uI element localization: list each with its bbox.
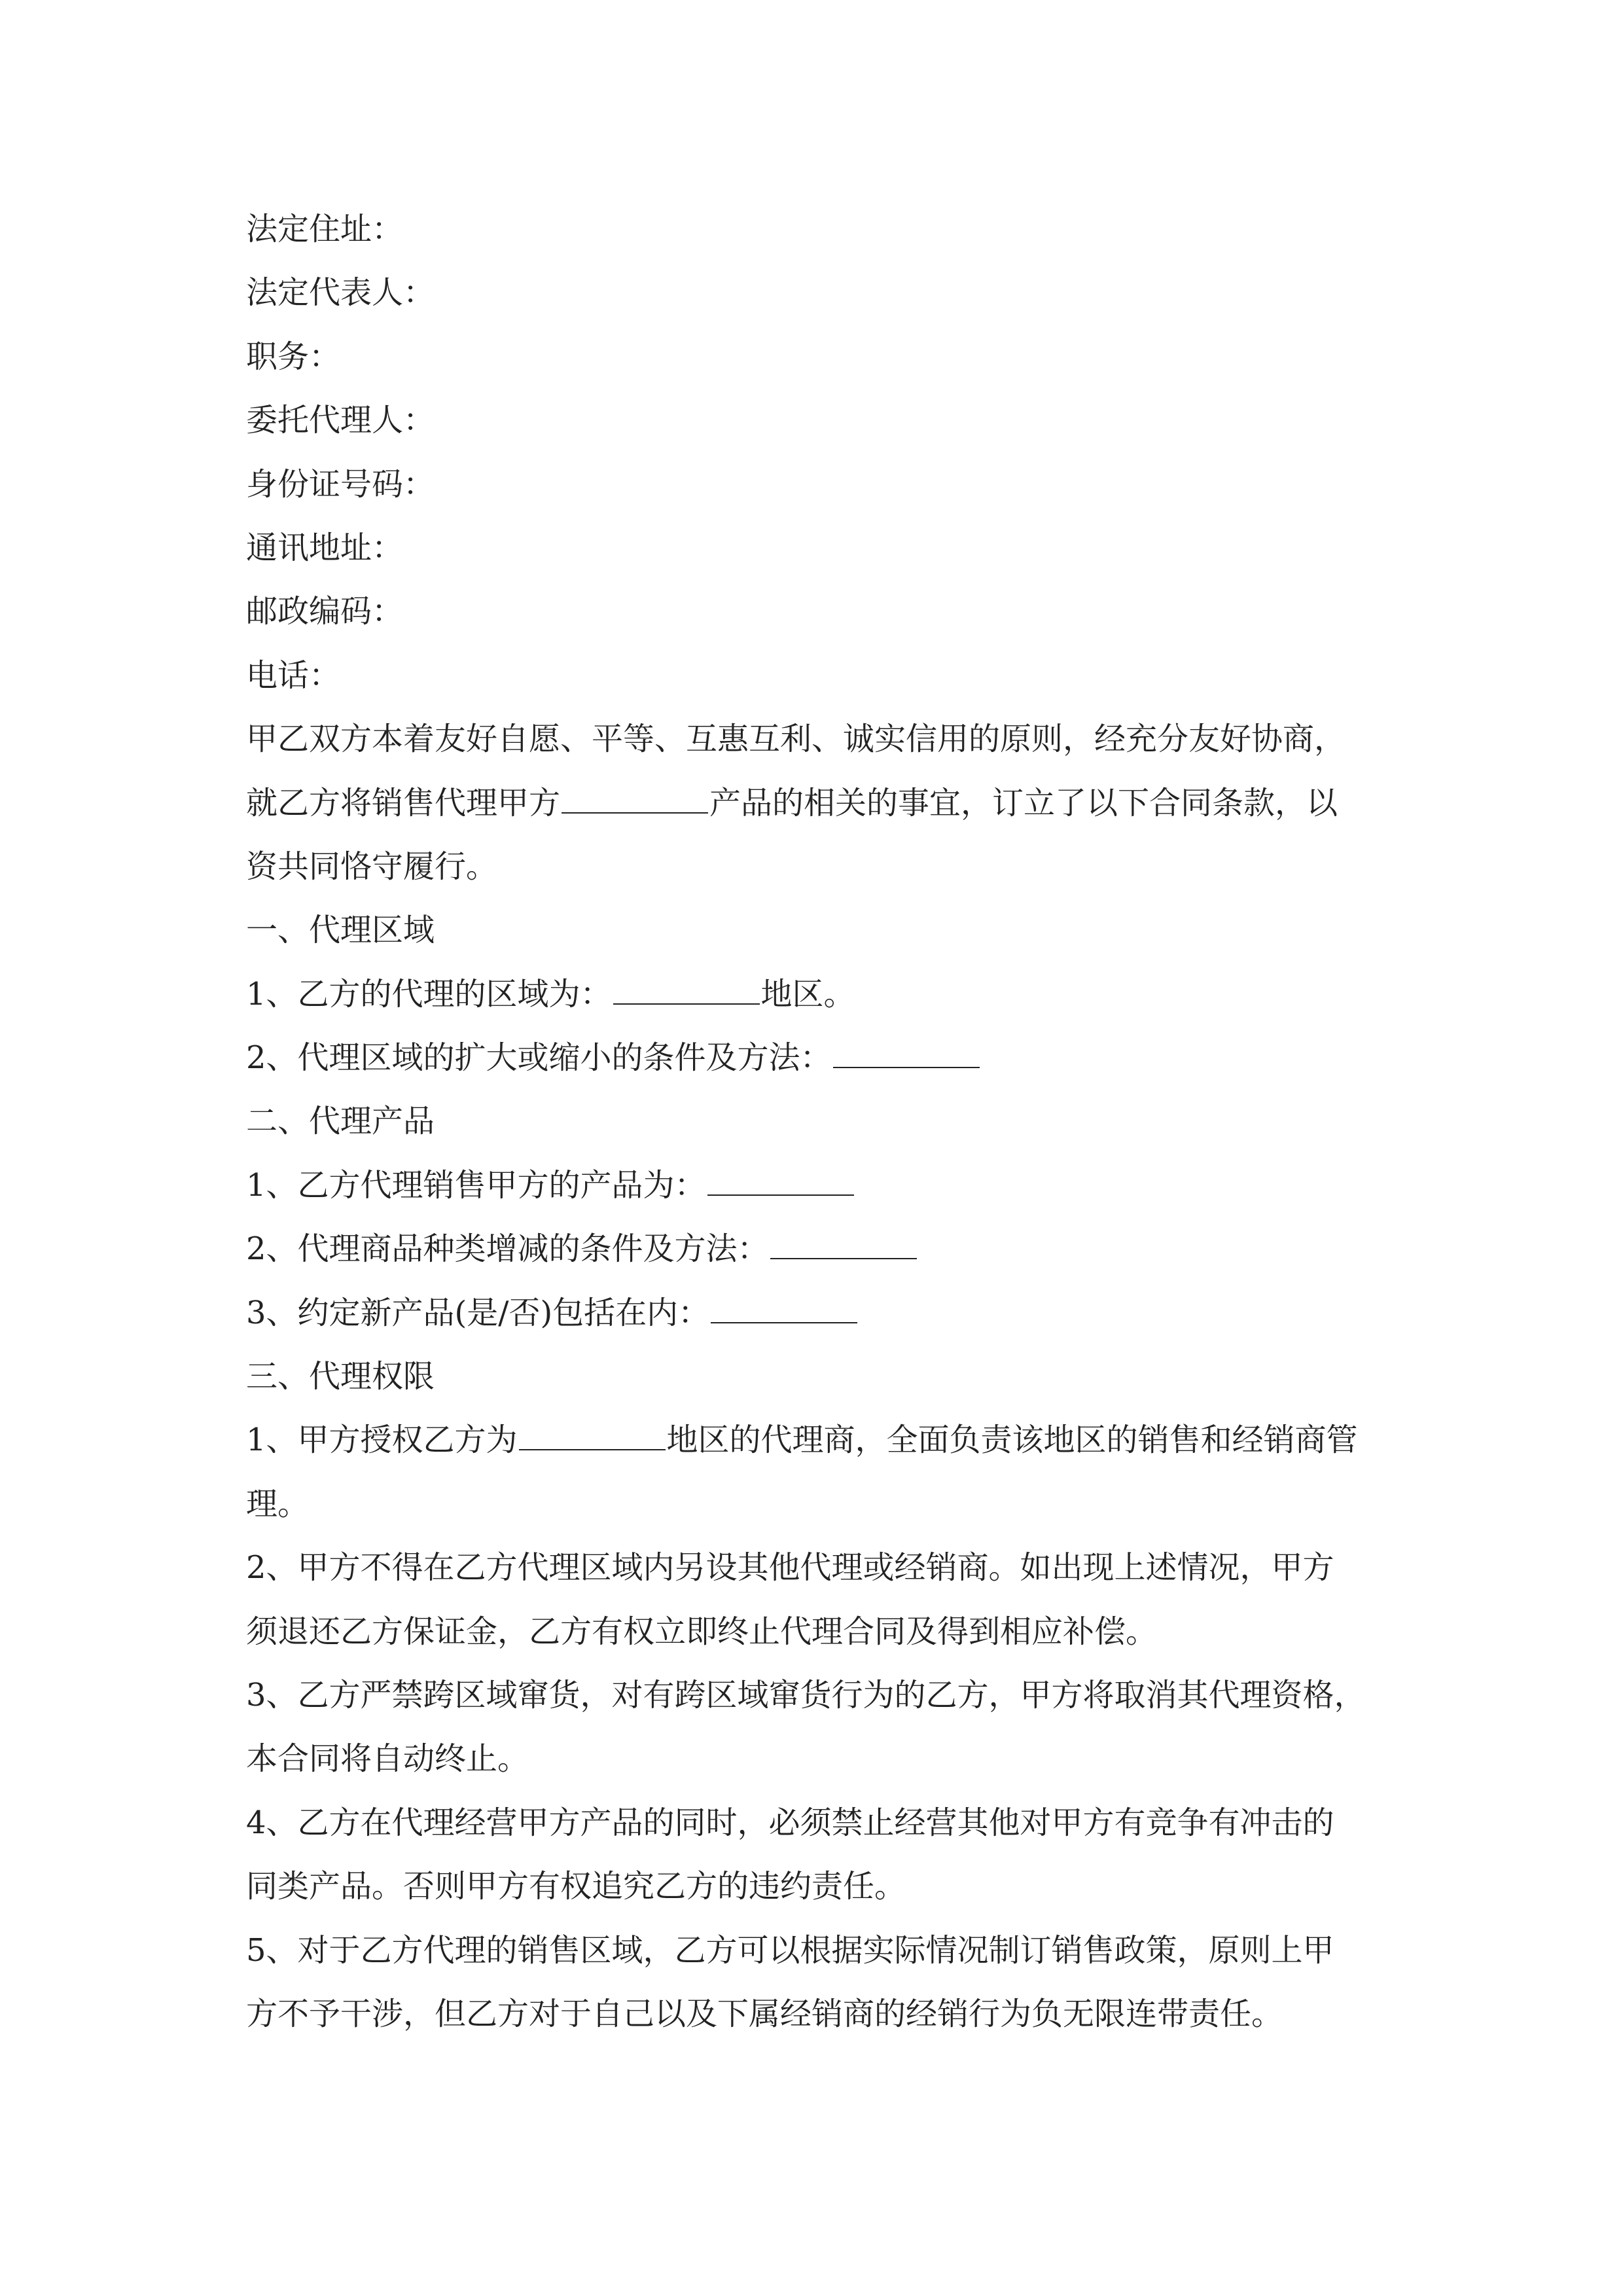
- clause-line: 2、甲方不得在乙方代理区域内另设其他代理或经销商。如出现上述情况，甲方: [246, 1549, 1334, 1587]
- clause-line: 5、对于乙方代理的销售区域，乙方可以根据实际情况制订销售政策，原则上甲: [246, 1931, 1334, 1969]
- field-mailing-address: 通讯地址：: [246, 529, 404, 566]
- field-legal-address: 法定住址：: [246, 211, 404, 247]
- field-authorized-agent: 委托代理人：: [246, 402, 435, 439]
- clause-line: [246, 1282, 1398, 1345]
- fill-in-blank: [613, 968, 760, 1005]
- clause-line: 同类产品。否则甲方有权追究乙方的违约责任。: [246, 1868, 906, 1905]
- preamble-text: 就乙方将销售代理甲方: [246, 784, 561, 821]
- clause-line: 3、乙方严禁跨区域窜货，对有跨区域窜货行为的乙方，甲方将取消其代理资格，: [246, 1676, 1366, 1713]
- clause-line: 须退还乙方保证金，乙方有权立即终止代理合同及得到相应补偿。: [246, 1613, 1158, 1650]
- fill-in-blank: [519, 1414, 666, 1450]
- clause-line: [246, 1217, 1398, 1281]
- clause-line: 4、乙方在代理经营甲方产品的同时，必须禁止经营其他对甲方有竞争有冲击的: [246, 1804, 1334, 1841]
- clause-line: 方不予干涉，但乙方对于自己以及下属经销商的经销行为负无限连带责任。: [246, 1995, 1283, 2032]
- preamble-line: 甲乙双方本着友好自愿、平等、互惠互利、诚实信用的原则，经充分友好协商，: [246, 721, 1346, 758]
- clause-text: 地区的代理商，全面负责该地区的销售和经销商管: [666, 1422, 1358, 1459]
- clause-text: 3、约定新产品(是/否)包括在内：: [246, 1294, 710, 1331]
- clause-text: 1、甲方授权乙方为: [246, 1422, 518, 1459]
- clause-line: 理。: [246, 1485, 310, 1522]
- clause-line: [246, 963, 1398, 1026]
- fill-in-blank: [707, 1159, 854, 1196]
- clause-line: [246, 1154, 1398, 1217]
- preamble-line: 资共同恪守履行。: [246, 848, 498, 885]
- fill-in-blank: [711, 1287, 857, 1323]
- clause-line: [246, 1026, 1398, 1090]
- clause-text: 2、代理商品种类增减的条件及方法：: [246, 1230, 769, 1268]
- field-legal-representative: 法定代表人：: [246, 274, 435, 312]
- preamble-line: [246, 772, 1398, 835]
- fill-in-blank: [770, 1223, 917, 1259]
- fill-in-blank: [833, 1031, 980, 1068]
- clause-text: 地区。: [760, 975, 855, 1013]
- field-phone: 电话：: [246, 656, 341, 694]
- section-heading: 三、代理权限: [246, 1358, 435, 1395]
- clause-line: 本合同将自动终止。: [246, 1740, 529, 1778]
- section-heading: 一、代理区域: [246, 912, 435, 949]
- preamble-text: 产品的相关的事宜，订立了以下合同条款，以: [709, 784, 1338, 821]
- clause-text: 2、代理区域的扩大或缩小的条件及方法：: [246, 1039, 832, 1077]
- field-position: 职务：: [246, 338, 341, 375]
- clause-text: 1、乙方代理销售甲方的产品为：: [246, 1166, 706, 1204]
- section-heading: 二、代理产品: [246, 1103, 435, 1140]
- field-id-number: 身份证号码：: [246, 465, 435, 503]
- document-body: [246, 198, 1398, 2046]
- fill-in-blank: [562, 777, 708, 814]
- clause-text: 1、乙方的代理的区域为：: [246, 975, 612, 1013]
- field-postal-code: 邮政编码：: [246, 593, 404, 630]
- clause-line: [246, 1408, 1398, 1472]
